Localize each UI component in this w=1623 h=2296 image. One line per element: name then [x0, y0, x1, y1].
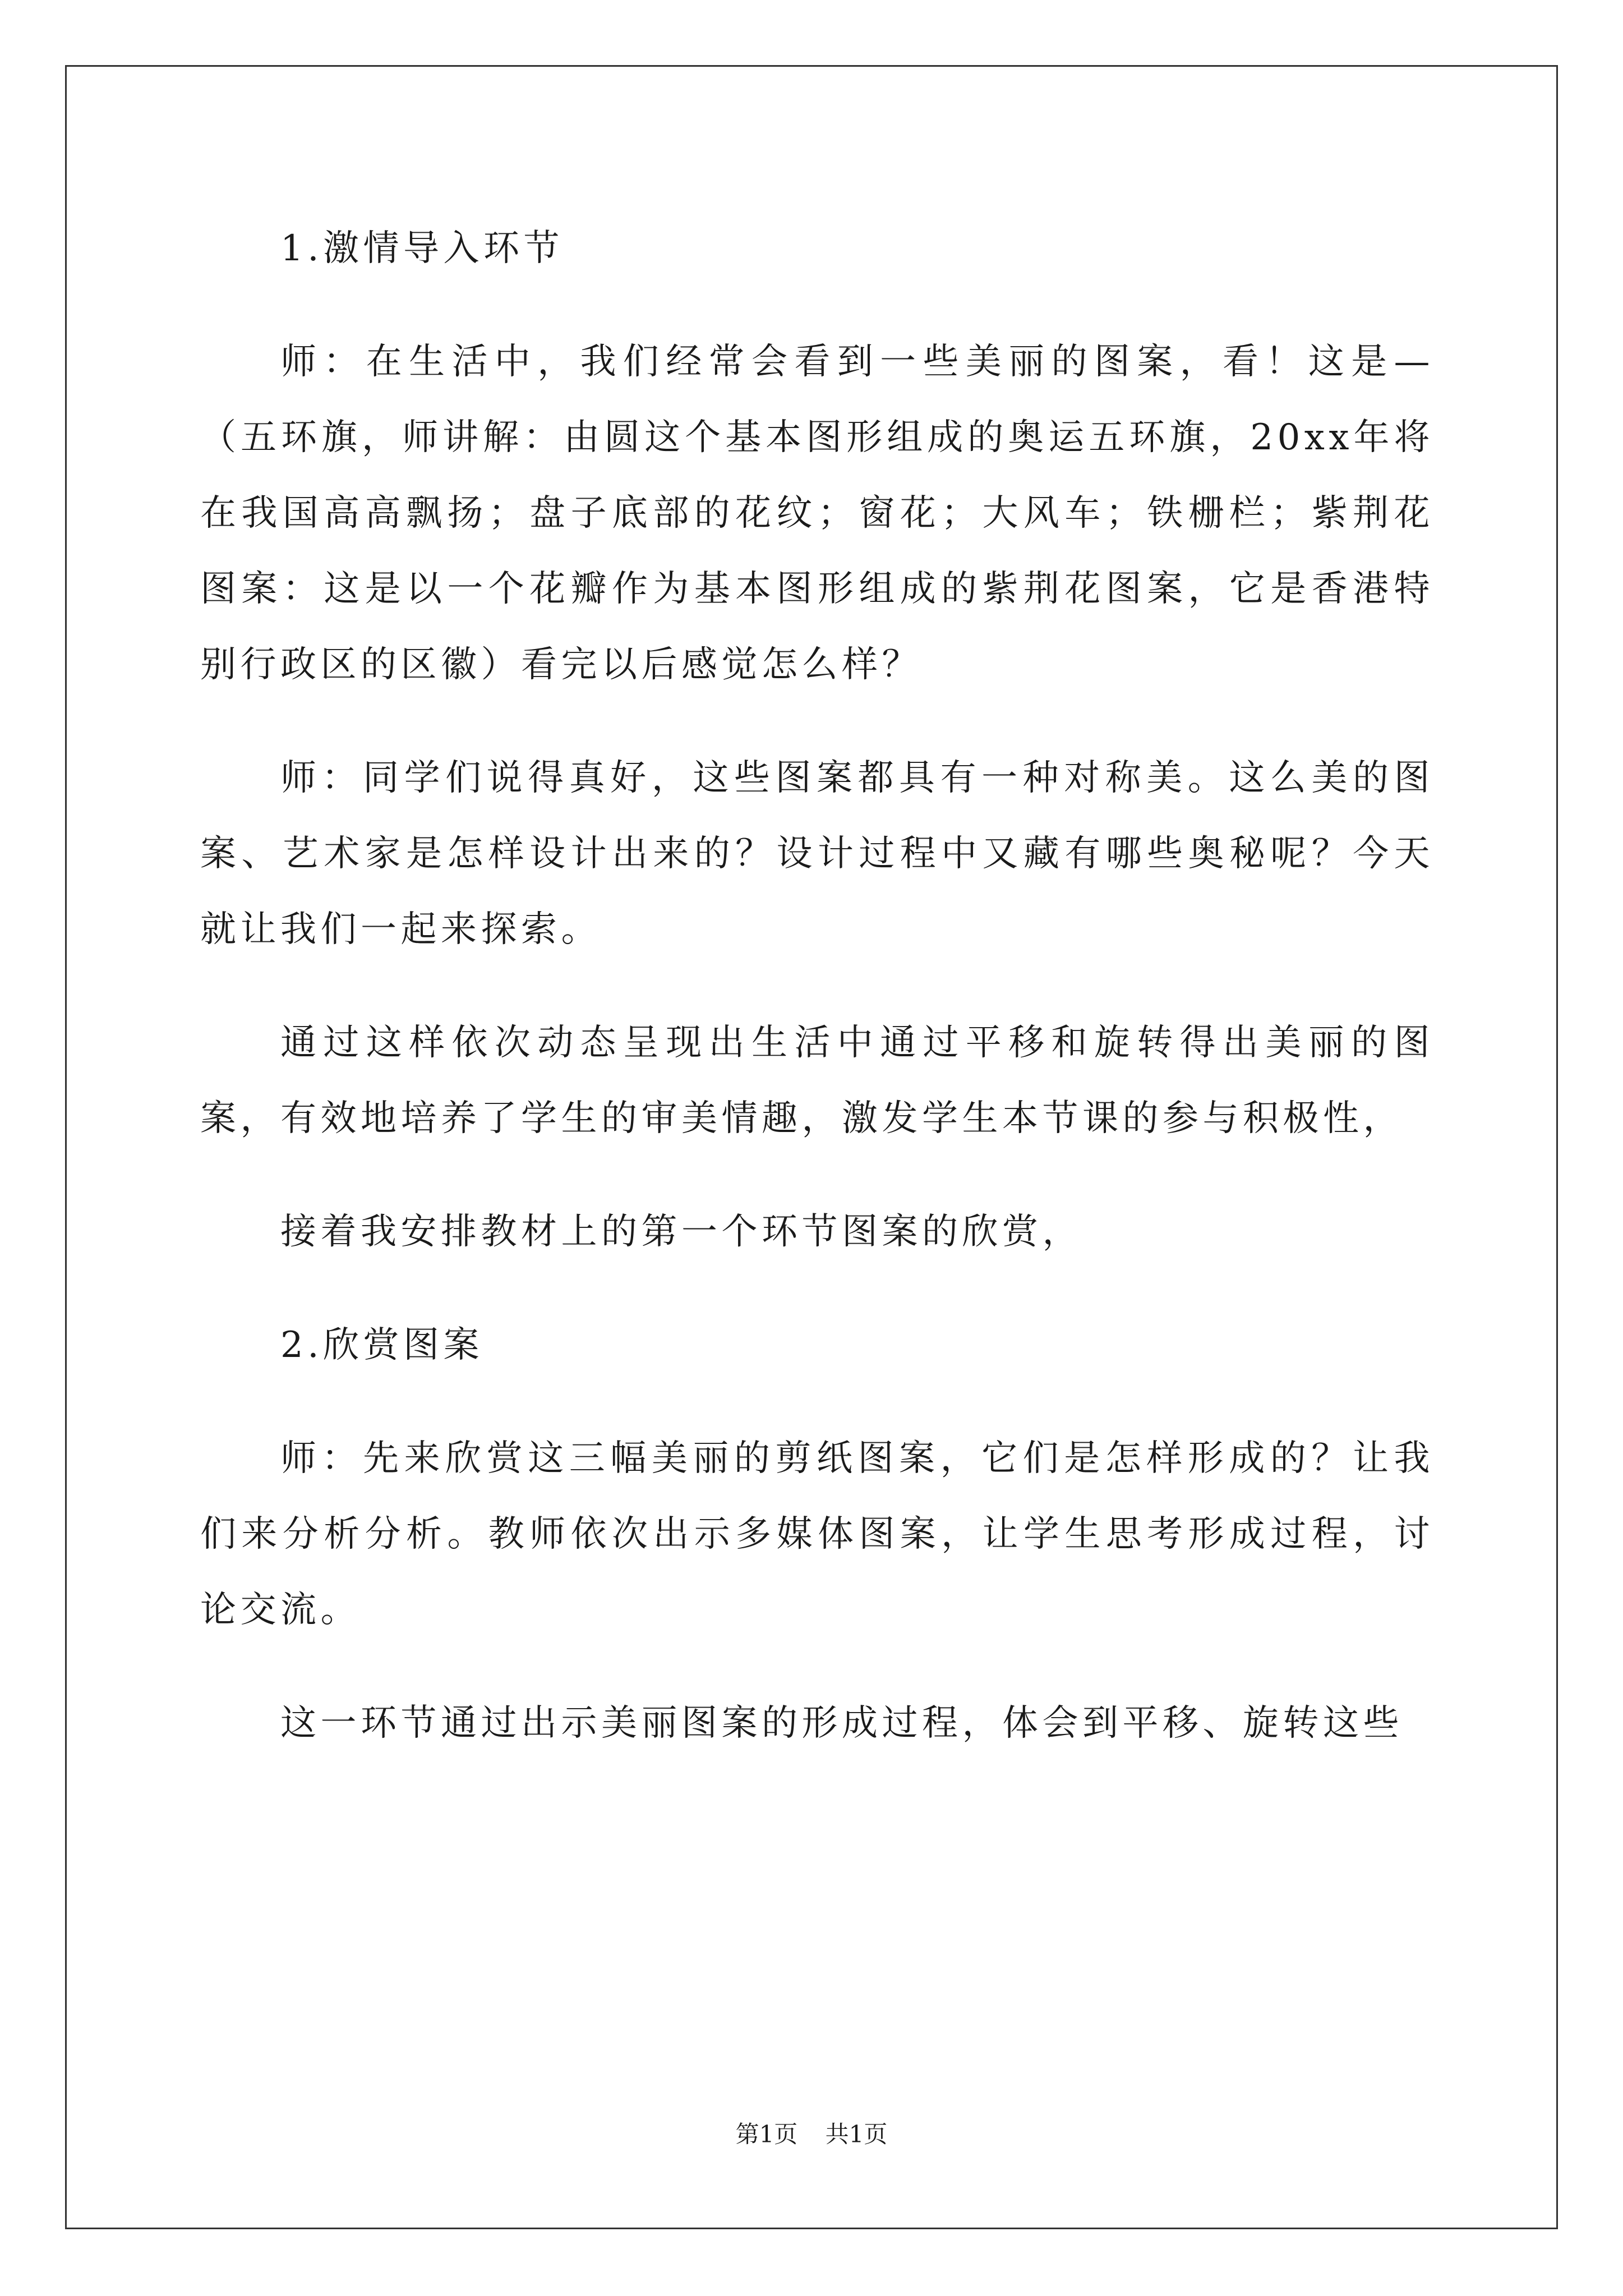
- paragraph: 这一环节通过出示美丽图案的形成过程，体会到平移、旋转这些: [280, 1703, 1403, 1744]
- section-heading-2: 2.欣赏图案: [280, 1324, 484, 1366]
- document-body: [200, 211, 1434, 1799]
- paragraph: 师：先来欣赏这三幅美丽的剪纸图案，它们是怎样形成的？让我们来分析分析。教师依次出示多媒体图案，让学生思考形成过程，讨论交流。: [200, 1438, 1434, 1631]
- paragraph: 接着我安排教材上的第一个环节图案的欣赏，: [280, 1211, 1082, 1253]
- page-total: 共1页: [825, 2120, 888, 2148]
- page-number: 第1页: [735, 2120, 798, 2148]
- section-heading-1: 1.激情导入环节: [280, 228, 564, 269]
- page-footer: [0, 2118, 1623, 2151]
- paragraph: 师：在生活中，我们经常会看到一些美丽的图案，看！这是—（五环旗，师讲解：由圆这个基本图形组成的奥运五环旗，20xx年将在我国高高飘扬；盘子底部的花纹；窗花；大风车；铁栅栏；紫荆花图案：这是以一个花瓣作为基本图形组成的紫荆花图案，它是香港特别行政区的区徽）看完以后感觉怎么样？: [200, 341, 1434, 685]
- paragraph: 师：同学们说得真好，这些图案都具有一种对称美。这么美的图案、艺术家是怎样设计出来的？设计过程中又藏有哪些奥秘呢？今天就让我们一起来探索。: [200, 757, 1434, 950]
- paragraph: 通过这样依次动态呈现出生活中通过平移和旋转得出美丽的图案，有效地培养了学生的审美情趣，激发学生本节课的参与积极性，: [200, 1022, 1434, 1139]
